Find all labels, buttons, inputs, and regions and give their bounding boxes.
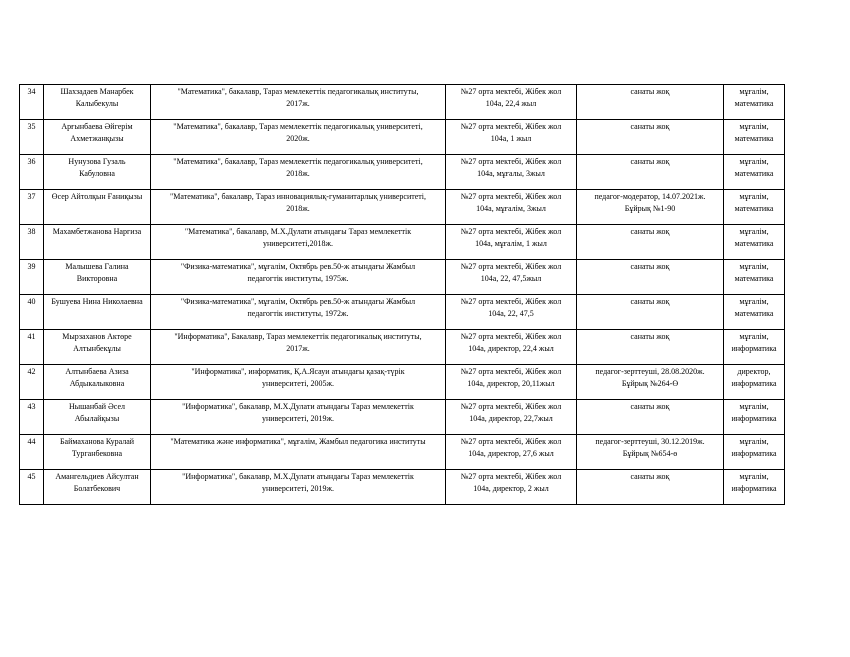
full-name-line: Баймаханова Куралай xyxy=(59,437,135,446)
category-line: санаты жоқ xyxy=(630,122,670,131)
row-number-cell: 35 xyxy=(20,120,44,155)
category-cell xyxy=(577,85,724,120)
full-name-cell xyxy=(44,260,151,295)
staff-table-body xyxy=(20,85,785,505)
category-line: санаты жоқ xyxy=(630,297,670,306)
full-name-line: Арғынбаева Әйгерім xyxy=(61,122,133,131)
row-number-cell: 37 xyxy=(20,190,44,225)
education-line: "Информатика", информатик, Қ.А.Ясауи атындағы қазақ-түрік xyxy=(191,367,405,376)
row-number-cell: 44 xyxy=(20,435,44,470)
category-cell xyxy=(577,225,724,260)
full-name-line: Өсер Айтолқын Ғаниқызы xyxy=(51,192,143,201)
position-cell xyxy=(724,400,785,435)
full-name-line: Амангельдиев Айсултан xyxy=(55,472,139,481)
full-name-line: Махамбетжанова Наргиза xyxy=(52,227,142,236)
education-line: педагогтік институты, 1975ж. xyxy=(247,274,349,283)
education-cell xyxy=(151,85,446,120)
row-number-cell: 41 xyxy=(20,330,44,365)
table-row xyxy=(20,155,785,190)
education-cell xyxy=(151,295,446,330)
category-line: санаты жоқ xyxy=(630,332,670,341)
table-row xyxy=(20,295,785,330)
position-cell xyxy=(724,365,785,400)
table-row xyxy=(20,260,785,295)
full-name-cell xyxy=(44,85,151,120)
education-line: университеті, 2019ж. xyxy=(262,414,334,423)
full-name-cell xyxy=(44,365,151,400)
education-line: 2017ж. xyxy=(286,344,310,353)
education-line: "Информатика", бакалавр, М.Х.Дулати атындағы Тараз мемлекеттік xyxy=(182,402,414,411)
position-line: математика xyxy=(734,99,774,108)
row-number-cell: 36 xyxy=(20,155,44,190)
workplace-line: 104а, мұғалім, 1 жыл xyxy=(475,239,547,248)
position-line: математика xyxy=(734,274,774,283)
position-line: мұғалім, xyxy=(739,437,769,446)
row-number-cell: 40 xyxy=(20,295,44,330)
workplace-cell xyxy=(446,190,577,225)
workplace-cell xyxy=(446,295,577,330)
workplace-cell xyxy=(446,155,577,190)
full-name-cell xyxy=(44,155,151,190)
category-line: санаты жоқ xyxy=(630,87,670,96)
position-cell xyxy=(724,155,785,190)
full-name-line: Алтынбаева Азиза xyxy=(65,367,129,376)
position-line: информатика xyxy=(731,484,777,493)
category-cell xyxy=(577,120,724,155)
position-cell xyxy=(724,295,785,330)
workplace-line: №27 орта мектебі, Жібек жол xyxy=(460,437,562,446)
workplace-line: 104а, директор, 22,7жыл xyxy=(469,414,553,423)
position-line: мұғалім, xyxy=(739,122,769,131)
education-line: "Математика", бакалавр, Тараз инновациялық-гуманитарлық университеті, xyxy=(169,192,426,201)
education-line: "Физика-математика", мұғалім, Октябрь рев.50-ж атындағы Жамбыл xyxy=(180,262,416,271)
category-line: санаты жоқ xyxy=(630,157,670,166)
position-cell xyxy=(724,225,785,260)
position-cell xyxy=(724,330,785,365)
table-row xyxy=(20,85,785,120)
workplace-line: 104а, 1 жыл xyxy=(490,134,532,143)
education-line: "Математика", бакалавр, Тараз мемлекеттік педагогикалық университеті, xyxy=(173,122,423,131)
position-line: мұғалім, xyxy=(739,402,769,411)
category-cell xyxy=(577,330,724,365)
workplace-line: №27 орта мектебі, Жібек жол xyxy=(460,122,562,131)
education-cell xyxy=(151,190,446,225)
position-cell xyxy=(724,85,785,120)
education-line: "Физика-математика", мұғалім, Октябрь рев.50-ж атындағы Жамбыл xyxy=(180,297,416,306)
workplace-cell xyxy=(446,470,577,505)
full-name-cell xyxy=(44,295,151,330)
table-row xyxy=(20,120,785,155)
position-line: математика xyxy=(734,169,774,178)
position-line: математика xyxy=(734,134,774,143)
position-line: информатика xyxy=(731,449,777,458)
workplace-line: 104а, директор, 27,6 жыл xyxy=(468,449,554,458)
category-line: санаты жоқ xyxy=(630,472,670,481)
workplace-line: 104а, директор, 2 жыл xyxy=(473,484,549,493)
full-name-line: Кабуловна xyxy=(79,169,115,178)
education-line: университеті, 2005ж. xyxy=(262,379,334,388)
row-number-cell: 39 xyxy=(20,260,44,295)
education-cell xyxy=(151,435,446,470)
education-cell xyxy=(151,400,446,435)
full-name-line: Нышанбай Әсел xyxy=(68,402,125,411)
category-line: санаты жоқ xyxy=(630,227,670,236)
full-name-line: Абылайқызы xyxy=(74,414,120,423)
workplace-line: №27 орта мектебі, Жібек жол xyxy=(460,87,562,96)
workplace-line: 104а, директор, 20,11жыл xyxy=(467,379,555,388)
category-line: педагог-зерттеуші, 30.12.2019ж. xyxy=(595,437,705,446)
education-cell xyxy=(151,155,446,190)
workplace-line: №27 орта мектебі, Жібек жол xyxy=(460,332,562,341)
workplace-cell xyxy=(446,365,577,400)
position-line: математика xyxy=(734,309,774,318)
workplace-line: №27 орта мектебі, Жібек жол xyxy=(460,227,562,236)
table-row xyxy=(20,225,785,260)
category-line: Бұйрық №654-ө xyxy=(622,449,678,458)
table-row xyxy=(20,330,785,365)
education-cell xyxy=(151,365,446,400)
position-line: информатика xyxy=(731,344,777,353)
category-line: педагог-модератор, 14.07.2021ж. xyxy=(594,192,706,201)
full-name-cell xyxy=(44,120,151,155)
category-cell xyxy=(577,470,724,505)
category-cell xyxy=(577,155,724,190)
full-name-line: Болатбекович xyxy=(73,484,121,493)
full-name-line: Калыбекулы xyxy=(75,99,119,108)
position-cell xyxy=(724,260,785,295)
workplace-cell xyxy=(446,120,577,155)
position-line: директор, xyxy=(737,367,771,376)
workplace-line: №27 орта мектебі, Жібек жол xyxy=(460,297,562,306)
category-line: Бұйрық №1-90 xyxy=(624,204,676,213)
full-name-line: Малышева Галина xyxy=(65,262,129,271)
workplace-line: 104а, мұғалы, 3жыл xyxy=(477,169,545,178)
education-cell xyxy=(151,470,446,505)
row-number-cell: 45 xyxy=(20,470,44,505)
full-name-line: Ахметжанқызы xyxy=(70,134,124,143)
workplace-line: №27 орта мектебі, Жібек жол xyxy=(460,367,562,376)
education-line: университеті,2018ж. xyxy=(263,239,333,248)
workplace-line: №27 орта мектебі, Жібек жол xyxy=(460,262,562,271)
category-line: санаты жоқ xyxy=(630,262,670,271)
category-cell xyxy=(577,260,724,295)
staff-table xyxy=(19,84,785,505)
full-name-line: Алтынбекұлы xyxy=(73,344,121,353)
education-line: 2018ж. xyxy=(286,169,310,178)
table-row xyxy=(20,400,785,435)
row-number-cell: 42 xyxy=(20,365,44,400)
position-line: мұғалім, xyxy=(739,227,769,236)
position-cell xyxy=(724,470,785,505)
education-line: "Математика", бакалавр, Тараз мемлекеттік педагогикалық университеті, xyxy=(173,157,423,166)
workplace-line: 104а, 22, 47,5 xyxy=(488,309,534,318)
position-line: математика xyxy=(734,239,774,248)
full-name-cell xyxy=(44,400,151,435)
row-number-cell: 34 xyxy=(20,85,44,120)
category-line: Бұйрық №264-Ө xyxy=(621,379,679,388)
position-cell xyxy=(724,120,785,155)
position-cell xyxy=(724,190,785,225)
education-line: 2020ж. xyxy=(286,134,310,143)
workplace-line: №27 орта мектебі, Жібек жол xyxy=(460,402,562,411)
full-name-cell xyxy=(44,470,151,505)
position-line: мұғалім, xyxy=(739,297,769,306)
position-line: мұғалім, xyxy=(739,472,769,481)
education-cell xyxy=(151,120,446,155)
full-name-line: Мырзаханов Актөре xyxy=(62,332,132,341)
workplace-cell xyxy=(446,260,577,295)
position-line: информатика xyxy=(731,414,777,423)
row-number-cell: 43 xyxy=(20,400,44,435)
full-name-cell xyxy=(44,330,151,365)
education-line: университеті, 2019ж. xyxy=(262,484,334,493)
workplace-cell xyxy=(446,330,577,365)
workplace-cell xyxy=(446,400,577,435)
full-name-cell xyxy=(44,190,151,225)
workplace-line: 104а, директор, 22,4 жыл xyxy=(468,344,554,353)
table-row xyxy=(20,365,785,400)
category-line: санаты жоқ xyxy=(630,402,670,411)
education-line: "Информатика", бакалавр, М.Х.Дулати атындағы Тараз мемлекеттік xyxy=(182,472,414,481)
workplace-line: 104а, 22, 47,5жыл xyxy=(480,274,542,283)
position-line: мұғалім, xyxy=(739,192,769,201)
education-line: 2018ж. xyxy=(286,204,310,213)
full-name-line: Бушуева Нина Николаевна xyxy=(51,297,143,306)
education-cell xyxy=(151,260,446,295)
education-line: "Математика", бакалавр, М.Х.Дулати атындағы Тараз мемлекеттік xyxy=(184,227,412,236)
position-line: информатика xyxy=(731,379,777,388)
workplace-cell xyxy=(446,225,577,260)
education-cell xyxy=(151,330,446,365)
workplace-cell xyxy=(446,435,577,470)
category-cell xyxy=(577,435,724,470)
workplace-line: №27 орта мектебі, Жібек жол xyxy=(460,472,562,481)
table-row xyxy=(20,435,785,470)
category-cell xyxy=(577,365,724,400)
full-name-line: Нунузова Гузаль xyxy=(68,157,126,166)
full-name-line: Викторовна xyxy=(76,274,118,283)
education-line: "Математика және информатика", мұғалім, Жамбыл педагогика институты xyxy=(170,437,426,446)
workplace-line: 104а, мұғалім, 3жыл xyxy=(476,204,546,213)
position-line: мұғалім, xyxy=(739,332,769,341)
education-line: педагогтік институты, 1972ж. xyxy=(247,309,349,318)
full-name-cell xyxy=(44,435,151,470)
education-line: "Математика", бакалавр, Тараз мемлекеттік педагогикалық институты, xyxy=(177,87,419,96)
education-line: "Информатика", Бакалавр, Тараз мемлекеттік педагогикалық институты, xyxy=(174,332,422,341)
table-row xyxy=(20,470,785,505)
full-name-line: Турганбековна xyxy=(71,449,123,458)
position-line: мұғалім, xyxy=(739,87,769,96)
full-name-cell xyxy=(44,225,151,260)
position-line: мұғалім, xyxy=(739,262,769,271)
row-number-cell: 38 xyxy=(20,225,44,260)
category-cell xyxy=(577,190,724,225)
workplace-line: 104а, 22,4 жыл xyxy=(485,99,537,108)
position-line: математика xyxy=(734,204,774,213)
education-line: 2017ж. xyxy=(286,99,310,108)
category-line: педагог-зерттеуші, 28.08.2020ж. xyxy=(595,367,705,376)
category-cell xyxy=(577,295,724,330)
full-name-line: Абдыкалыковна xyxy=(69,379,125,388)
table-row xyxy=(20,190,785,225)
position-cell xyxy=(724,435,785,470)
workplace-line: №27 орта мектебі, Жібек жол xyxy=(460,157,562,166)
workplace-cell xyxy=(446,85,577,120)
workplace-line: №27 орта мектебі, Жібек жол xyxy=(460,192,562,201)
position-line: мұғалім, xyxy=(739,157,769,166)
category-cell xyxy=(577,400,724,435)
education-cell xyxy=(151,225,446,260)
full-name-line: Шахзадаев Манарбек xyxy=(60,87,134,96)
